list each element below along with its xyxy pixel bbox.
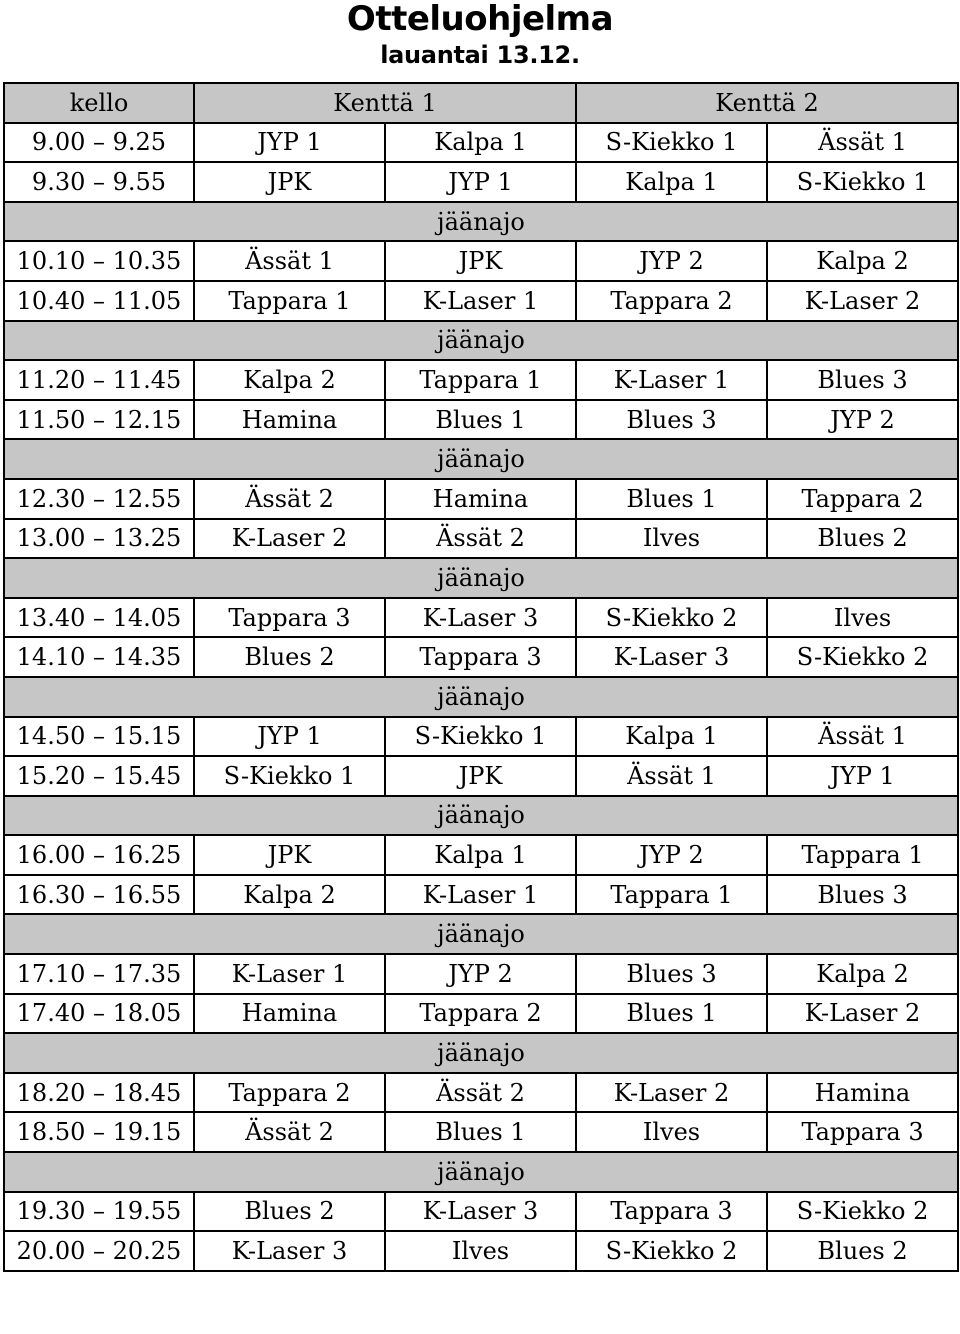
field-1-team-cell: Ässät 2 (385, 1073, 576, 1113)
field-1-team-cell: JYP 1 (385, 162, 576, 202)
field-2-team-cell: Tappara 3 (767, 1112, 958, 1152)
game-row (4, 1231, 958, 1271)
time-cell: 13.00 – 13.25 (4, 519, 194, 559)
field-1-team-cell: Tappara 2 (194, 1073, 385, 1113)
time-cell: 17.10 – 17.35 (4, 954, 194, 994)
field-1-team-cell: Tappara 1 (385, 360, 576, 400)
field-1-team-cell: JYP 1 (194, 123, 385, 163)
break-label: jäänajo (4, 202, 958, 242)
field-2-team-cell: S-Kiekko 1 (767, 162, 958, 202)
field-1-team-cell: Hamina (194, 400, 385, 440)
page-header (0, 0, 960, 82)
field-2-team-cell: S-Kiekko 2 (767, 1192, 958, 1232)
game-row (4, 360, 958, 400)
field-2-team-cell: K-Laser 1 (576, 360, 767, 400)
game-row (4, 756, 958, 796)
game-row (4, 954, 958, 994)
field-1-team-cell: K-Laser 1 (385, 875, 576, 915)
field-1-team-cell: Ässät 2 (194, 479, 385, 519)
game-row (4, 241, 958, 281)
field-1-team-cell: Kalpa 2 (194, 360, 385, 400)
field-2-team-cell: Kalpa 1 (576, 717, 767, 757)
break-row (4, 796, 958, 836)
break-row (4, 321, 958, 361)
field-1-team-cell: S-Kiekko 1 (385, 717, 576, 757)
time-cell: 14.10 – 14.35 (4, 637, 194, 677)
game-row (4, 598, 958, 638)
game-row (4, 717, 958, 757)
field-1-team-cell: Ässät 2 (194, 1112, 385, 1152)
field-2-team-cell: Ilves (576, 519, 767, 559)
time-cell: 18.20 – 18.45 (4, 1073, 194, 1113)
break-label: jäänajo (4, 321, 958, 361)
field-1-team-cell: Tappara 1 (194, 281, 385, 321)
field-1-team-cell: K-Laser 3 (194, 1231, 385, 1271)
time-cell: 14.50 – 15.15 (4, 717, 194, 757)
field-2-team-cell: JYP 2 (576, 241, 767, 281)
break-label: jäänajo (4, 1152, 958, 1192)
schedule-body (4, 83, 958, 1271)
break-row (4, 914, 958, 954)
field-1-team-cell: JPK (385, 241, 576, 281)
game-row (4, 519, 958, 559)
break-row (4, 677, 958, 717)
field-1-team-cell: Blues 2 (194, 1192, 385, 1232)
field-1-team-cell: Hamina (385, 479, 576, 519)
field-1-team-cell: Tappara 3 (385, 637, 576, 677)
game-row (4, 637, 958, 677)
field-1-team-cell: Kalpa 1 (385, 123, 576, 163)
break-label: jäänajo (4, 677, 958, 717)
field-1-team-cell: Blues 1 (385, 400, 576, 440)
game-row (4, 1073, 958, 1113)
field-2-team-cell: Blues 3 (576, 400, 767, 440)
field-2-team-cell: Tappara 2 (576, 281, 767, 321)
break-label: jäänajo (4, 796, 958, 836)
break-label: jäänajo (4, 439, 958, 479)
break-label: jäänajo (4, 1033, 958, 1073)
time-cell: 9.30 – 9.55 (4, 162, 194, 202)
break-label: jäänajo (4, 914, 958, 954)
break-row (4, 1152, 958, 1192)
field-2-team-cell: Blues 3 (576, 954, 767, 994)
field-2-team-cell: JYP 1 (767, 756, 958, 796)
field-1-team-cell: Tappara 2 (385, 994, 576, 1034)
break-row (4, 202, 958, 242)
game-row (4, 835, 958, 875)
field-2-team-cell: JYP 2 (767, 400, 958, 440)
field-2-team-cell: Kalpa 2 (767, 241, 958, 281)
game-row (4, 162, 958, 202)
header-field-2: Kenttä 2 (576, 83, 958, 123)
header-row (4, 83, 958, 123)
break-row (4, 558, 958, 598)
time-cell: 9.00 – 9.25 (4, 123, 194, 163)
time-cell: 19.30 – 19.55 (4, 1192, 194, 1232)
time-cell: 11.20 – 11.45 (4, 360, 194, 400)
time-cell: 20.00 – 20.25 (4, 1231, 194, 1271)
game-row (4, 400, 958, 440)
time-cell: 11.50 – 12.15 (4, 400, 194, 440)
field-2-team-cell: Kalpa 1 (576, 162, 767, 202)
field-1-team-cell: Kalpa 2 (194, 875, 385, 915)
field-1-team-cell: Tappara 3 (194, 598, 385, 638)
break-row (4, 439, 958, 479)
field-2-team-cell: Tappara 1 (576, 875, 767, 915)
field-2-team-cell: Tappara 2 (767, 479, 958, 519)
game-row (4, 1112, 958, 1152)
field-2-team-cell: S-Kiekko 1 (576, 123, 767, 163)
header-field-1: Kenttä 1 (194, 83, 576, 123)
field-1-team-cell: K-Laser 3 (385, 1192, 576, 1232)
time-cell: 18.50 – 19.15 (4, 1112, 194, 1152)
game-row (4, 479, 958, 519)
field-2-team-cell: Ässät 1 (576, 756, 767, 796)
field-2-team-cell: Ilves (576, 1112, 767, 1152)
field-2-team-cell: K-Laser 2 (576, 1073, 767, 1113)
field-2-team-cell: Tappara 3 (576, 1192, 767, 1232)
field-2-team-cell: Ässät 1 (767, 717, 958, 757)
field-1-team-cell: Blues 2 (194, 637, 385, 677)
header-time: kello (4, 83, 194, 123)
field-1-team-cell: Ässät 2 (385, 519, 576, 559)
game-row (4, 1192, 958, 1232)
time-cell: 10.10 – 10.35 (4, 241, 194, 281)
page-title: Otteluohjelma (346, 0, 614, 39)
time-cell: 16.30 – 16.55 (4, 875, 194, 915)
field-2-team-cell: Blues 1 (576, 994, 767, 1034)
break-label: jäänajo (4, 558, 958, 598)
field-1-team-cell: K-Laser 1 (385, 281, 576, 321)
game-row (4, 281, 958, 321)
field-1-team-cell: S-Kiekko 1 (194, 756, 385, 796)
time-cell: 12.30 – 12.55 (4, 479, 194, 519)
field-2-team-cell: S-Kiekko 2 (767, 637, 958, 677)
field-1-team-cell: JYP 2 (385, 954, 576, 994)
field-2-team-cell: Kalpa 2 (767, 954, 958, 994)
field-2-team-cell: S-Kiekko 2 (576, 1231, 767, 1271)
schedule-table (3, 82, 959, 1272)
field-2-team-cell: K-Laser 2 (767, 281, 958, 321)
field-1-team-cell: JPK (194, 162, 385, 202)
field-2-team-cell: Hamina (767, 1073, 958, 1113)
time-cell: 15.20 – 15.45 (4, 756, 194, 796)
time-cell: 13.40 – 14.05 (4, 598, 194, 638)
field-1-team-cell: Hamina (194, 994, 385, 1034)
field-2-team-cell: Blues 3 (767, 875, 958, 915)
field-1-team-cell: Ässät 1 (194, 241, 385, 281)
field-1-team-cell: JPK (385, 756, 576, 796)
game-row (4, 875, 958, 915)
field-2-team-cell: Blues 3 (767, 360, 958, 400)
time-cell: 10.40 – 11.05 (4, 281, 194, 321)
field-2-team-cell: Blues 1 (576, 479, 767, 519)
field-2-team-cell: K-Laser 2 (767, 994, 958, 1034)
field-1-team-cell: K-Laser 3 (385, 598, 576, 638)
field-2-team-cell: Blues 2 (767, 1231, 958, 1271)
field-1-team-cell: Ilves (385, 1231, 576, 1271)
field-1-team-cell: K-Laser 1 (194, 954, 385, 994)
time-cell: 17.40 – 18.05 (4, 994, 194, 1034)
field-2-team-cell: K-Laser 3 (576, 637, 767, 677)
game-row (4, 123, 958, 163)
field-2-team-cell: Ässät 1 (767, 123, 958, 163)
field-1-team-cell: Blues 1 (385, 1112, 576, 1152)
field-2-team-cell: Blues 2 (767, 519, 958, 559)
time-cell: 16.00 – 16.25 (4, 835, 194, 875)
field-2-team-cell: S-Kiekko 2 (576, 598, 767, 638)
field-2-team-cell: Ilves (767, 598, 958, 638)
field-1-team-cell: JYP 1 (194, 717, 385, 757)
field-1-team-cell: JPK (194, 835, 385, 875)
field-2-team-cell: Tappara 1 (767, 835, 958, 875)
field-1-team-cell: K-Laser 2 (194, 519, 385, 559)
page-subtitle: lauantai 13.12. (380, 41, 580, 69)
break-row (4, 1033, 958, 1073)
game-row (4, 994, 958, 1034)
field-2-team-cell: JYP 2 (576, 835, 767, 875)
field-1-team-cell: Kalpa 1 (385, 835, 576, 875)
